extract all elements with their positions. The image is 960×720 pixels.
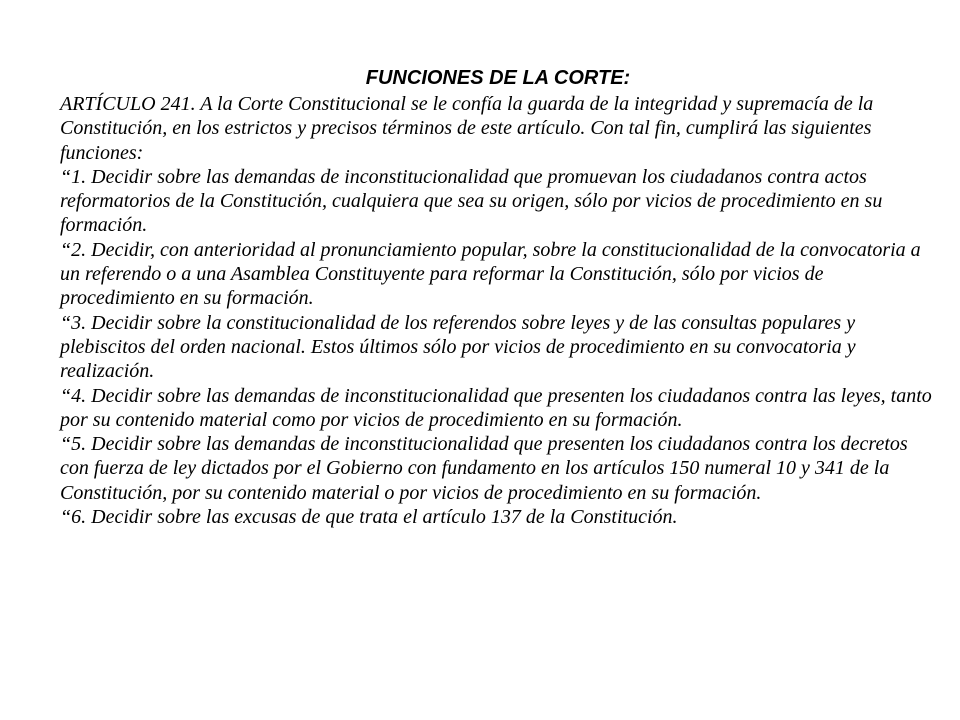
function-item-3: “3. Decidir sobre la constitucionalidad de los referendos sobre leyes y de las consultas populares y plebiscitos del orden nacional. Estos últimos sólo por vicios de procedimiento en su convocatoria y realización.	[60, 311, 856, 383]
article-intro-paragraph: ARTÍCULO 241. A la Corte Constitucional se le confía la guarda de la integridad y supremacía de la Constitución, en los estrictos y precisos términos de este artículo. Con tal fin, cumplirá las siguientes funciones:	[60, 93, 874, 164]
article-body	[60, 92, 932, 529]
function-item-1: “1. Decidir sobre las demandas de inconstitucionalidad que promuevan los ciudadanos contra actos reformatorios de la Constitución, cualquiera que sea su origen, sólo por vicios de procedimiento en su formación.	[60, 165, 883, 237]
function-item-2: “2. Decidir, con anterioridad al pronunciamiento popular, sobre la constitucionalidad de la convocatoria a un referendo o a una Asamblea Constituyente para reformar la Constitución, sólo por vicios de procedimiento en su formación.	[60, 238, 921, 310]
function-item-4: “4. Decidir sobre las demandas de inconstitucionalidad que presenten los ciudadanos contra las leyes, tanto por su contenido material como por vicios de procedimiento en su formación.	[60, 384, 932, 431]
page-title: FUNCIONES DE LA CORTE:	[365, 67, 631, 89]
function-item-6: “6. Decidir sobre las excusas de que trata el artículo 137 de la Constitución.	[60, 506, 678, 529]
function-item-5: “5. Decidir sobre las demandas de inconstitucionalidad que presenten los ciudadanos contra los decretos con fuerza de ley dictados por el Gobierno con fundamento en los artículos 150 numeral 10 y 341 de la Constitución, por su contenido material o por vicios de procedimiento en su formación.	[60, 433, 908, 504]
